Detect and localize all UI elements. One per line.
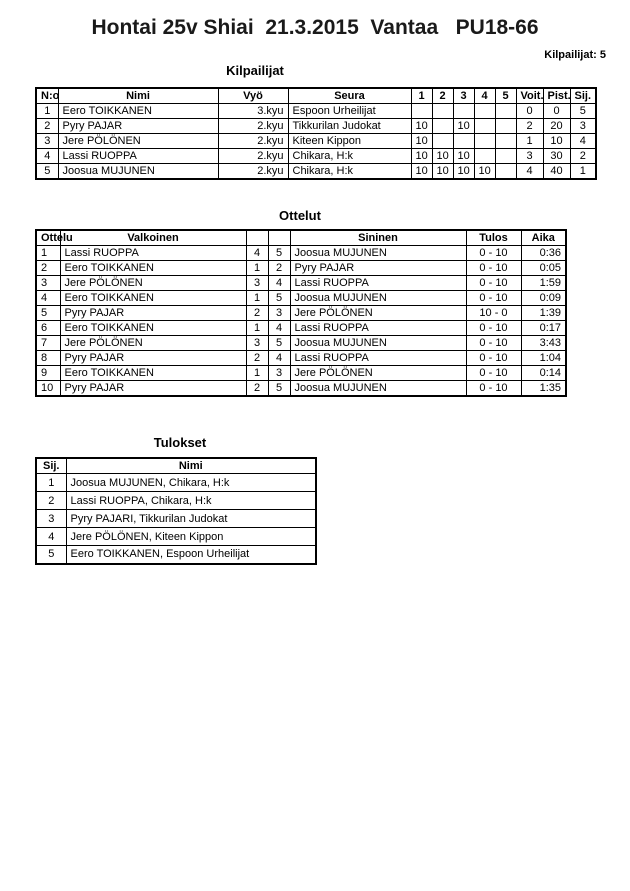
blue-player: Lassi RUOPPA [290,321,466,336]
competitor-wins: 0 [516,104,543,119]
match-no: 7 [36,336,60,351]
competitor-points: 30 [543,149,570,164]
round-score [474,134,495,149]
white-player: Jere PÖLÖNEN [60,336,246,351]
section-title-matches: Ottelut [279,208,321,223]
competitor-row [36,134,596,149]
competitor-no: 4 [36,149,58,164]
round-score: 10 [453,149,474,164]
match-no: 9 [36,366,60,381]
col-header-club: Seura [288,88,411,104]
col-header-time: Aika [521,230,566,246]
competitor-club: Chikara, H:k [288,149,411,164]
competitor-wins: 1 [516,134,543,149]
blue-player-no: 5 [268,291,290,306]
match-result: 0 - 10 [466,276,521,291]
match-row [36,306,566,321]
results-table [35,457,317,565]
competitor-place: 3 [570,119,596,134]
competitor-name: Joosua MUJUNEN [58,164,218,180]
result-row [36,474,316,492]
round-score [495,149,516,164]
col-header-place: Sij. [570,88,596,104]
round-score: 10 [432,149,453,164]
match-time: 1:39 [521,306,566,321]
result-place: 2 [36,492,66,510]
matches-header-row [36,230,566,246]
competitor-club: Espoon Urheilijat [288,104,411,119]
match-row [36,381,566,397]
match-row [36,366,566,381]
competitor-belt: 2.kyu [218,134,288,149]
competitor-wins: 4 [516,164,543,180]
match-row [36,351,566,366]
result-row [36,546,316,564]
result-name: Lassi RUOPPA, Chikara, H:k [66,492,316,510]
match-result: 0 - 10 [466,381,521,397]
result-name: Jere PÖLÖNEN, Kiteen Kippon [66,528,316,546]
result-place: 1 [36,474,66,492]
matches-table [35,229,567,397]
white-player: Pyry PAJAR [60,306,246,321]
result-name: Pyry PAJARI, Tikkurilan Judokat [66,510,316,528]
match-row [36,336,566,351]
result-name: Eero TOIKKANEN, Espoon Urheilijat [66,546,316,564]
competitor-row [36,119,596,134]
blue-player-no: 4 [268,276,290,291]
blue-player: Jere PÖLÖNEN [290,306,466,321]
match-time: 0:36 [521,246,566,261]
competitor-club: Kiteen Kippon [288,134,411,149]
white-player-no: 2 [246,306,268,321]
round-score [453,104,474,119]
white-player: Jere PÖLÖNEN [60,276,246,291]
competitor-no: 1 [36,104,58,119]
match-time: 0:14 [521,366,566,381]
white-player-no: 1 [246,366,268,381]
white-player: Lassi RUOPPA [60,246,246,261]
competitor-wins: 3 [516,149,543,164]
white-player: Pyry PAJAR [60,351,246,366]
white-player-no: 2 [246,351,268,366]
col-header-name: Nimi [58,88,218,104]
competitor-points: 40 [543,164,570,180]
blue-player-no: 5 [268,246,290,261]
blue-player-no: 4 [268,351,290,366]
col-header-points: Pist. [543,88,570,104]
result-place: 4 [36,528,66,546]
competitor-belt: 3.kyu [218,104,288,119]
competitor-name: Pyry PAJAR [58,119,218,134]
blue-player-no: 3 [268,306,290,321]
competitor-no: 3 [36,134,58,149]
match-no: 4 [36,291,60,306]
match-result: 0 - 10 [466,246,521,261]
white-player: Eero TOIKKANEN [60,261,246,276]
competitors-table [35,87,597,180]
col-header-result: Tulos [466,230,521,246]
match-row [36,276,566,291]
blue-player-no: 3 [268,366,290,381]
competitor-place: 4 [570,134,596,149]
match-no: 5 [36,306,60,321]
col-header-round-1: 1 [411,88,432,104]
match-time: 3:43 [521,336,566,351]
match-result: 0 - 10 [466,291,521,306]
round-score [411,104,432,119]
match-no: 8 [36,351,60,366]
round-score [495,134,516,149]
section-title-results: Tulokset [153,435,207,450]
col-header-belt: Vyö [218,88,288,104]
round-score: 10 [411,149,432,164]
result-name: Joosua MUJUNEN, Chikara, H:k [66,474,316,492]
competitor-count-label: Kilpailijat: 5 [544,49,606,61]
competitor-wins: 2 [516,119,543,134]
competitor-row [36,104,596,119]
match-no: 3 [36,276,60,291]
match-result: 0 - 10 [466,366,521,381]
match-time: 1:59 [521,276,566,291]
blue-player: Joosua MUJUNEN [290,336,466,351]
competitor-club: Chikara, H:k [288,164,411,180]
round-score [474,104,495,119]
competitors-header-row [36,88,596,104]
white-player-no: 1 [246,291,268,306]
match-time: 0:17 [521,321,566,336]
competitor-place: 5 [570,104,596,119]
competitor-row [36,149,596,164]
round-score: 10 [474,164,495,180]
col-header-name: Nimi [66,458,316,474]
blue-player-no: 5 [268,381,290,397]
blue-player: Joosua MUJUNEN [290,291,466,306]
round-score: 10 [411,119,432,134]
match-result: 10 - 0 [466,306,521,321]
blue-player: Pyry PAJAR [290,261,466,276]
match-row [36,261,566,276]
col-header-blue: Sininen [290,230,466,246]
round-score [474,119,495,134]
match-time: 1:04 [521,351,566,366]
round-score: 10 [453,164,474,180]
white-player-no: 3 [246,276,268,291]
blue-player: Lassi RUOPPA [290,276,466,291]
competitor-place: 2 [570,149,596,164]
white-player-no: 2 [246,381,268,397]
match-row [36,246,566,261]
match-result: 0 - 10 [466,261,521,276]
competitor-place: 1 [570,164,596,180]
round-score: 10 [432,164,453,180]
round-score [432,134,453,149]
blue-player-no: 5 [268,336,290,351]
white-player: Pyry PAJAR [60,381,246,397]
round-score [495,119,516,134]
page-title: Hontai 25v Shiai 21.3.2015 Vantaa PU18-66 [91,16,539,39]
match-result: 0 - 10 [466,336,521,351]
col-header-round-2: 2 [432,88,453,104]
result-row [36,510,316,528]
white-player: Eero TOIKKANEN [60,321,246,336]
col-header-wins: Voit. [516,88,543,104]
round-score [495,104,516,119]
competitor-name: Eero TOIKKANEN [58,104,218,119]
col-header-round-5: 5 [495,88,516,104]
match-row [36,291,566,306]
result-place: 3 [36,510,66,528]
round-score: 10 [453,119,474,134]
round-score: 10 [411,164,432,180]
white-player-no: 1 [246,321,268,336]
match-time: 0:05 [521,261,566,276]
blue-player: Jere PÖLÖNEN [290,366,466,381]
round-score [495,164,516,180]
round-score [453,134,474,149]
white-player: Eero TOIKKANEN [60,366,246,381]
result-row [36,492,316,510]
results-header-row [36,458,316,474]
round-score [432,119,453,134]
round-score: 10 [411,134,432,149]
competitor-club: Tikkurilan Judokat [288,119,411,134]
match-no: 6 [36,321,60,336]
competitor-points: 20 [543,119,570,134]
competitor-belt: 2.kyu [218,149,288,164]
match-result: 0 - 10 [466,321,521,336]
match-no: 2 [36,261,60,276]
competitor-belt: 2.kyu [218,119,288,134]
col-header-match: Ottelu [36,230,60,246]
blue-player-no: 2 [268,261,290,276]
col-header-white: Valkoinen [60,230,246,246]
competitor-row [36,164,596,180]
competitor-no: 5 [36,164,58,180]
result-place: 5 [36,546,66,564]
competitor-points: 10 [543,134,570,149]
round-score [432,104,453,119]
col-header-round-4: 4 [474,88,495,104]
match-time: 0:09 [521,291,566,306]
match-no: 10 [36,381,60,397]
round-score [474,149,495,164]
competitor-points: 0 [543,104,570,119]
blue-player: Lassi RUOPPA [290,351,466,366]
match-row [36,321,566,336]
blue-player-no: 4 [268,321,290,336]
col-header-blue-no [268,230,290,246]
white-player-no: 1 [246,261,268,276]
competitor-belt: 2.kyu [218,164,288,180]
col-header-white-no [246,230,268,246]
white-player: Eero TOIKKANEN [60,291,246,306]
competitor-no: 2 [36,119,58,134]
competitor-name: Lassi RUOPPA [58,149,218,164]
match-time: 1:35 [521,381,566,397]
result-row [36,528,316,546]
match-no: 1 [36,246,60,261]
blue-player: Joosua MUJUNEN [290,246,466,261]
col-header-place: Sij. [36,458,66,474]
white-player-no: 4 [246,246,268,261]
white-player-no: 3 [246,336,268,351]
col-header-round-3: 3 [453,88,474,104]
blue-player: Joosua MUJUNEN [290,381,466,397]
section-title-competitors: Kilpailijat [226,63,284,78]
match-result: 0 - 10 [466,351,521,366]
competitor-name: Jere PÖLÖNEN [58,134,218,149]
col-header-no: N:o [36,88,58,104]
